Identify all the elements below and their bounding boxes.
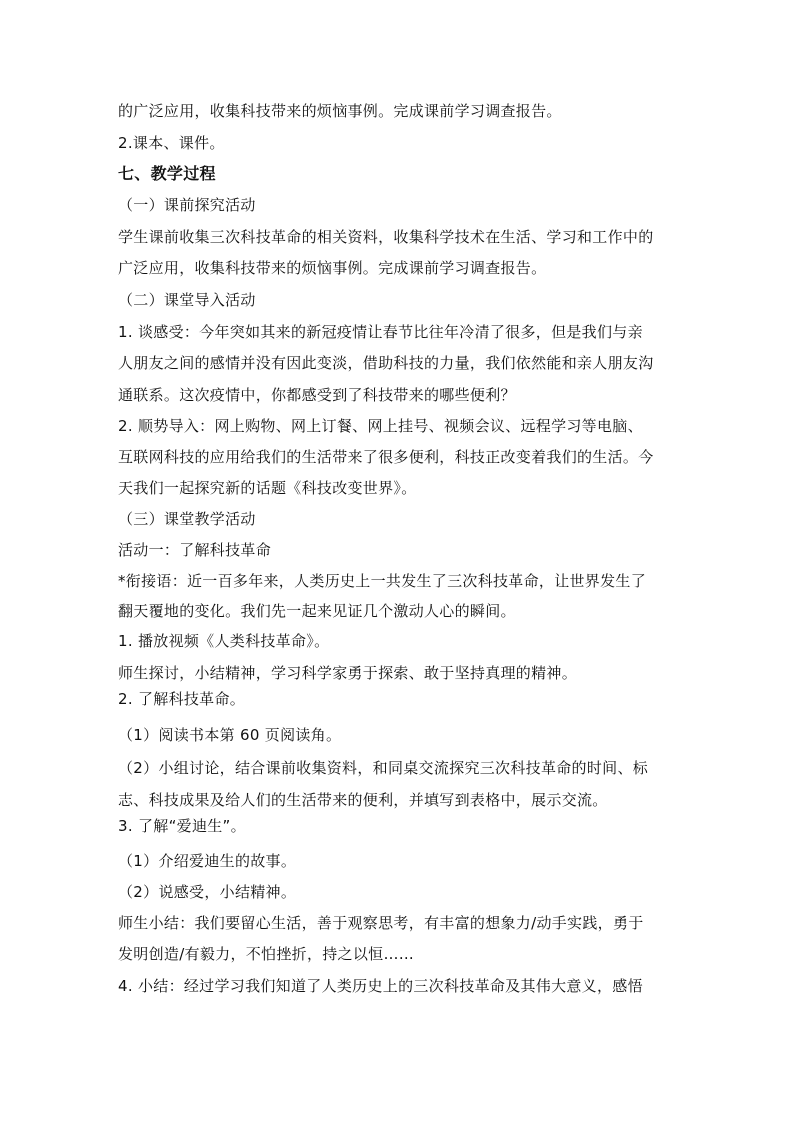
- text-line: 天我们一起探究新的话题《科技改变世界》。: [118, 479, 417, 497]
- section-heading: 七、教学过程: [118, 164, 216, 183]
- text-line: 互联网科技的应用给我们的生活带来了很多便利，科技正改变着我们的生活。今: [118, 448, 654, 466]
- text-line: （1）阅读书本第 60 页阅读角。: [118, 726, 342, 744]
- text-line: 的广泛应用，收集科技带来的烦恼事例。完成课前学习调查报告。: [118, 102, 562, 120]
- text-line: （2）说感受，小结精神。: [118, 883, 297, 901]
- text-line: 学生课前收集三次科技革命的相关资料，收集科学技术在生活、学习和工作中的: [118, 228, 654, 246]
- text-line: 1. 谈感受：今年突如其来的新冠疫情让春节比往年冷清了很多，但是我们与亲: [118, 323, 643, 341]
- activity-heading: 活动一：了解科技革命: [118, 541, 272, 559]
- subsection-heading: （二）课堂导入活动: [118, 291, 256, 309]
- text-line: 2. 了解科技革命。: [118, 690, 246, 708]
- text-line: 4. 小结：经过学习我们知道了人类历史上的三次科技革命及其伟大意义，感悟: [118, 977, 643, 995]
- subsection-heading: （一）课前探究活动: [118, 196, 256, 214]
- text-line: 3. 了解“爱迪生”。: [118, 817, 246, 835]
- subsection-heading: （三）课堂教学活动: [118, 510, 256, 528]
- text-line: （1）介绍爱迪生的故事。: [118, 852, 297, 870]
- text-line: 2.课本、课件。: [118, 134, 225, 152]
- text-line: （2）小组讨论，结合课前收集资料，和同桌交流探究三次科技革命的时间、标: [118, 759, 649, 777]
- text-line: 师生小结：我们要留心生活，善于观察思考，有丰富的想象力/动手实践，勇于: [118, 914, 644, 932]
- text-line: 2. 顺势导入：网上购物、网上订餐、网上挂号、视频会议、远程学习等电脑、: [118, 417, 643, 435]
- text-line: 人朋友之间的感情并没有因此变淡，借助科技的力量，我们依然能和亲人朋友沟: [118, 354, 654, 372]
- text-line: 通联系。这次疫情中，你都感受到了科技带来的哪些便利？: [118, 386, 516, 404]
- text-line: 广泛应用，收集科技带来的烦恼事例。完成课前学习调查报告。: [118, 259, 547, 277]
- text-line: 发明创造/有毅力，不怕挫折，持之以恒……: [118, 945, 415, 963]
- text-line: 志、科技成果及给人们的生活带来的便利，并填写到表格中，展示交流。: [118, 791, 608, 809]
- text-line: 师生探讨，小结精神，学习科学家勇于探索、敢于坚持真理的精神。: [118, 664, 578, 682]
- text-line: *衔接语：近一百多年来，人类历史上一共发生了三次科技革命，让世界发生了: [118, 572, 647, 590]
- text-line: 翻天覆地的变化。我们先一起来见证几个激动人心的瞬间。: [118, 602, 516, 620]
- text-line: 1. 播放视频《人类科技革命》。: [118, 632, 330, 650]
